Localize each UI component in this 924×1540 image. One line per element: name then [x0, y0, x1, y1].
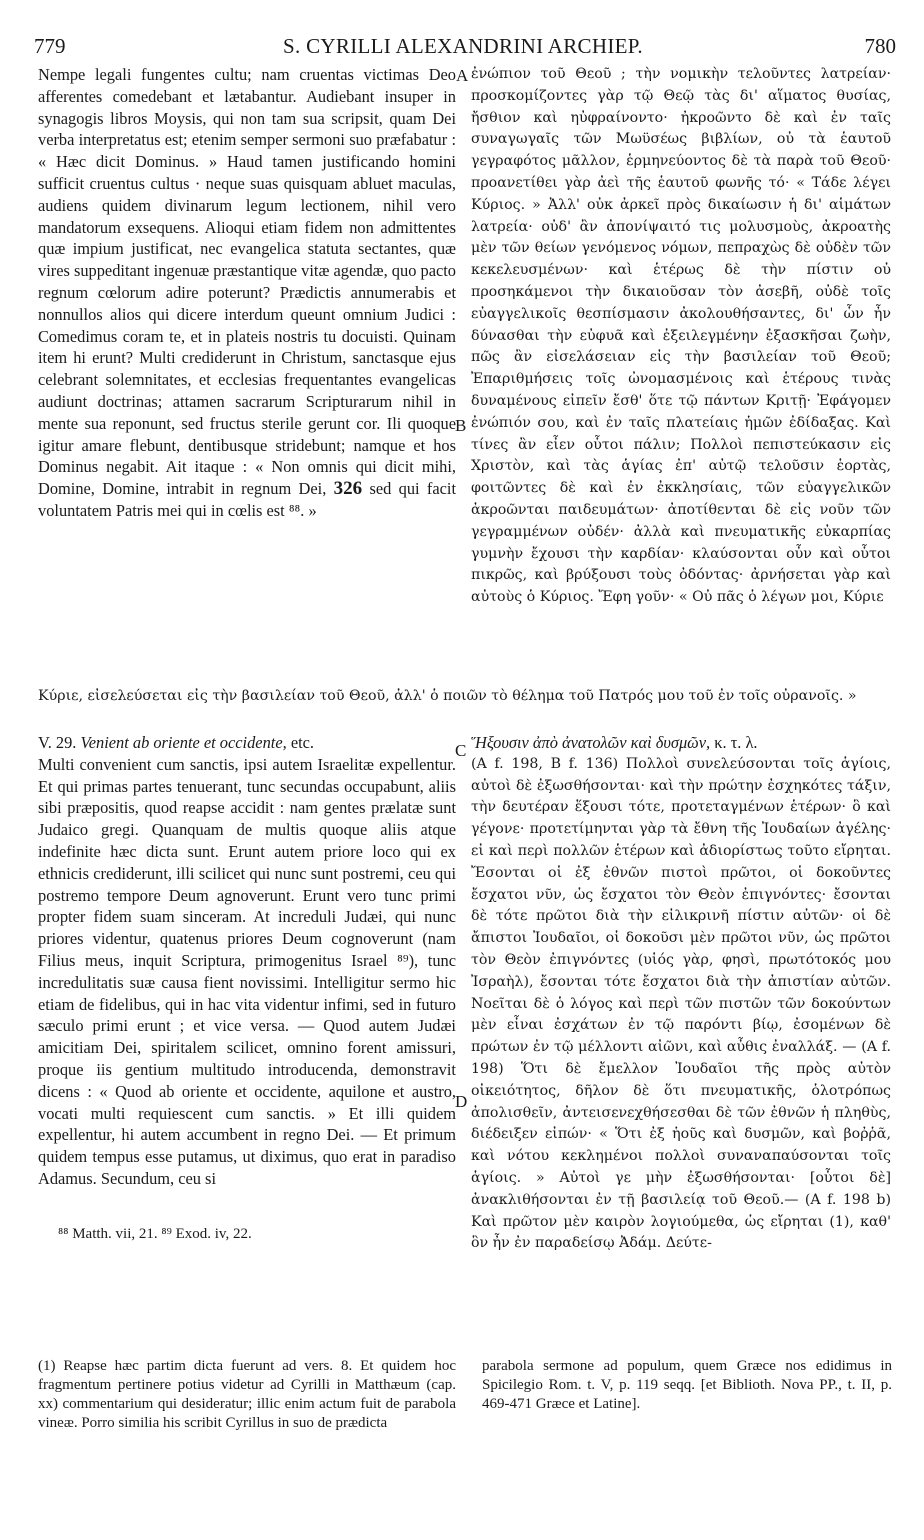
right-page-number: 780	[864, 34, 896, 58]
greek-column-top	[471, 64, 891, 609]
greek-section-etc: κ. τ. λ.	[714, 733, 758, 752]
greek-paragraph: (A f. 198, B f. 136) Πολλοὶ συνελεύσονται τοῖς ἁγίοις, αὐτοὶ δὲ ἐξωσθήσονται· καὶ τὴν πρώτην ἐσχηκότες τάξιν, τὴν δευτέραν ἕξουσι τότε, προτεταγμένων ἑτέρων· ὃ καὶ γέγονε· προτετίμηνται γὰρ τὰ ἔθνη τῆς Ἰουδαίων ἀγέλης· εἰ καὶ περὶ πολλῶν ἑτέρων καὶ ἀδιορίστως τοῦτο εἴρηται. Ἔσονται οἱ ἐξ ἐθνῶν πιστοὶ πρῶτοι, οἱ δοκοῦντες ἔσχατοι νῦν, ὡς ἔσχατοι τὸν Θεὸν ἐπιγνόντες· ἔσονται δὲ τότε πρῶτοι διὰ τὴν εἰλικρινῆ πίστιν αὐτῶν· οἱ δὲ ἄπιστοι Ἰουδαῖοι, οἱ δοκοῦσι μὲν πρῶτοι νῦν, ὡς πρῶτοι τὸν Θεὸν ἐπιγνόντες (υἱός γὰρ, φησὶ, πρωτότοκός μου Ἰσραὴλ), ἔσονται τότε ἔσχατοι διὰ τὴν ἀπιστίαν αὐτῶν. Νοεῖται δὲ ὁ λόγος καὶ περὶ τῶν πιστῶν τῶν δοκούντων μὲν εἶναι ἐσχάτων ἐν τῷ παρόντι βίῳ, ἐσομένων δὲ πρώτων ἐν τῷ μέλλοντι αἰῶνι, καὶ αὖθις ἐναλλάξ. — (A f. 198) Ὅτι δὲ ἔμελλον Ἰουδαῖοι τῆς πρὸς αὐτὸν οἰκειότητος, δῆλον δὲ ὅτι πνευματικῆς, ὁλοτρόπως ἀπολισθεῖν, ἀντεισενεχθήσεσθαι δὲ τῶν ἐθνῶν ἡ πληθὺς, διέδειξεν εἰπών· « Ὅτι ἐξ ἡοῦς καὶ δυσμῶν, καὶ βοῤῥᾶ, καὶ νότου κεκλημένοι πολλοὶ συναναπαύσονται τοῖς ἁγίοις. » Αὐτοὶ γε μὴν ἐξωσθήσονται· [οὗτοι δὲ] ἀνακλιθήσονται ἐν τῇ βασιλείᾳ τοῦ Θεοῦ.— (A f. 198 b) Καὶ πρῶτον μὲν καιρὸν λογιούμεθα, ὡς εἴρηται (1), καθ' ὃν ἦν ἐν παραδείσῳ Ἀδάμ. Δεύτε-	[471, 755, 891, 1252]
verse-number: V. 29.	[38, 733, 77, 752]
latin-column-top	[38, 64, 456, 522]
footnote-left	[38, 1357, 456, 1433]
latin-paragraph	[38, 64, 456, 522]
footnote-text: (1) Reapse hæc partim dicta fuerunt ad vers. 8. Et quidem hoc fragmentum pertinere potius videtur ad Cyrilli in Matthæum (cap. xx) commentarium qui desideratur; illic enim actum fuit de parabola vineæ. Porro similia his scribit Cyrillus in suo de prædicta	[38, 1358, 456, 1431]
page-header	[30, 34, 896, 60]
latin-text-cont: sed qui facit voluntatem Patris mei qui in cœlis est ⁸⁸. »	[38, 479, 457, 520]
footnote-text-cont: parabola sermone ad populum, quem Græce nos edidimus in Spicilegio Rom. t. V, p. 119 seqq. [et Biblioth. Nova PP., t. II, p. 469-471 Græce et Latine].	[482, 1358, 892, 1412]
section-heading	[38, 732, 456, 754]
greek-column-bottom	[471, 726, 891, 1255]
column-marker-b: B	[455, 416, 467, 435]
left-page-number: 779	[34, 34, 66, 58]
section-title: Venient ab oriente et occidente,	[80, 733, 287, 752]
footnote-right	[482, 1357, 892, 1414]
greek-section-heading	[471, 732, 891, 754]
latin-paragraph: Multi convenient cum sanctis, ipsi autem Israelitæ expellentur. Et qui primas partes tenuerant, tunc secundas occupabunt, aliis sibi præpositis, quod reapse accidit : nam gentes prælatæ sunt Judaico gregi. Quanquam de multis quoque aliis atque indefinite hæc dicta sunt. Erunt autem priore loco qui ex ethnicis crediderunt, illi scilicet qui nunc sunt postremi, ceu qui postremo tempore Deum agnoverunt. Erunt vero tunc primi propter fidem suam sinceram. At increduli Judæi, qui nunc priores videntur, quatenus priores Deum cognoverunt (nam Filius meus, inquit Scriptura, primogenitus Israel ⁸⁹), tunc incredulitatis suæ causa fient novissimi. Intelligitur sermo hic etiam de fidelibus, qui in hac vita videntur infimi, sed in futuro sæculo primi erunt ; et vice versa. — Quod autem Judæi amicitiam Dei, spiritalem scilicet, omnino forent amissuri, proque iis gentium multitudo introducenda, demonstravit dicens : « Quod ab oriente et occidente, aquilone et austro, vocati multi requiescent cum sanctis. » Et illi quidem expellentur, hi autem accumbent in regno Dei. — Et primum quidem tempus esse putamus, ut diximus, quo erat in paradiso Adamus. Secundum, ceu si	[38, 754, 456, 1188]
column-marker-a: A	[456, 66, 469, 85]
section-etc: etc.	[290, 733, 315, 752]
latin-text: Nempe legali fungentes cultu; nam cruentas victimas Deo afferentes comedebant et lætabantur. Audiebant insuper in synagogis libros Moysis, qui non tam sua scripsit, quam Dei verba interpretatus est; etenim semper sermoni suo præfabatur : « Hæc dicit Dominus. » Haud tamen justificando homini sufficit cruentus cultus · neque suas quisquam abluet maculas, audiens quidem divinarum legum lectionem, nihil vero mandatorum exsequens. Alioqui etiam fidem non admittentes quæ impium justificat, nec evangelica statuta sectantes, quæ vires suppeditant ingenuæ præstantique vitæ agendæ, quo pacto regnum cœlorum adire poterunt? Prædictis annumerabis et nonnullos alios qui dicere interdum queunt omnium Judici : Comedimus coram te, et in plateis nostris tu docuisti. Quinam item hi erunt? Multi crediderunt in Christum, sanctasque ejus celebrant solemnitates, et ecclesias frequentantes evangelicas audiunt doctrinas; attamen sacrarum Scripturarum nihil in mente sua reponunt, sed fructus sterile gerunt cor. Ili quoque igitur amare flebunt, dentibusque stridebunt; namque et hos Dominus negabit. Ait itaque : « Non omnis qui dicit mihi, Domine, Domine, intrabit in regnum Dei,	[38, 65, 456, 499]
column-marker-d: D	[455, 1092, 468, 1111]
margin-page-number: 326	[333, 478, 363, 500]
greek-paragraph: ἐνώπιον τοῦ Θεοῦ ; τὴν νομικὴν τελοῦντες λατρείαν· προσκομίζοντες γὰρ τῷ Θεῷ τὰς δι' αἵματος θυσίας, ἤσθιον καὶ ηὐφραίνοντο· ἠκροῶντο δὲ καὶ ἐν ταῖς συναγωγαῖς τῶν Μωϋσέως βιβλίων, οὐ τὰ ἑαυτοῦ γεγραφότος μᾶλλον, ἑρμηνεύοντος δὲ τὰ παρὰ τοῦ Θεοῦ· προανετίθει γὰρ ἀεὶ τῆς ἑαυτοῦ φωνῆς τό· « Τάδε λέγει Κύριος. » Ἀλλ' οὐκ ἀρκεῖ πρὸς δικαίωσιν ἡ δι' αἱμάτων λατρεία· οὐδ' ἂν ἀπονίψαιτό τις μολυσμοὺς, ἀκροατὴς μὲν τῶν θείων γενόμενος νόμων, πεπραχὼς δὲ οὐδὲν τῶν κεκελευσμένων· καὶ ἑτέρως δὲ τὴν πίστιν οὐ προσηκάμενοι τὴν δικαιοῦσαν τὸν ἀσεβῆ, οὐδὲ τοῖς εὐαγγελικοῖς θεσπίσμασιν ἀκολουθήσαντες, δι' ὧν ἦν δύνασθαι τὴν εὐφυᾶ καὶ ἐξειλεγμένην ἐξασκῆσαι ζωὴν, πῶς ἂν εἰσελάσειαν εἰς τὴν βασιλείαν τοῦ Θεοῦ; Ἐπαριθμήσεις τοῖς ὠνομασμένοις καὶ ἑτέρους τινὰς δυναμένους εἰπεῖν ἔσθ' ὅτε τῷ πάντων Κριτῇ· Ἐφάγομεν ἐνώπιόν σου, καὶ ἐν ταῖς πλατείαις ἡμῶν ἐδίδαξας. Καὶ τίνες ἂν εἶεν οὗτοι πάλιν; Πολλοὶ πεπιστεύκασιν εἰς Χριστὸν, καὶ τὰς ἁγίας ἐπ' αὐτῷ τελοῦσιν ἑορτὰς, φοιτῶντες δὲ καὶ ἐν ἐκκλησίαις, τῶν εὐαγγελικῶν ἀκροῶνται παιδευμάτων· ἀποτίθενται δὲ εἰς νοῦν τῶν γεγραμμένων οὐδέν· ἀλλὰ καὶ πνευματικῆς εὐκαρπίας γυμνὴν ἔχουσι τὴν καρδίαν· κλαύσονται οὖν καὶ οὗτοι πικρῶς, καὶ βρύξουσι τοὺς ὀδόντας· ἀρνήσεται γὰρ καὶ αὐτοὺς ὁ Κύριος. Ἔφη γοῦν· « Οὐ πᾶς ὁ λέγων μοι, Κύριε	[471, 66, 891, 606]
latin-column-bottom	[38, 726, 456, 1190]
scripture-references: ⁸⁸ Matth. vii, 21. ⁸⁹ Exod. iv, 22.	[58, 1226, 252, 1242]
greek-spanning-line: Κύριε, εἰσελεύσεται εἰς τὴν βασιλείαν τοῦ Θεοῦ, ἀλλ' ὁ ποιῶν τὸ θέλημα τοῦ Πατρός μου τοῦ ἐν τοῖς οὐρανοῖς. »	[38, 688, 857, 704]
running-title: S. CYRILLI ALEXANDRINI ARCHIEP.	[283, 34, 643, 58]
greek-section-title: Ἥξουσιν ἀπὸ ἀνατολῶν καὶ δυσμῶν,	[471, 733, 711, 752]
column-marker-c: C	[455, 741, 467, 760]
